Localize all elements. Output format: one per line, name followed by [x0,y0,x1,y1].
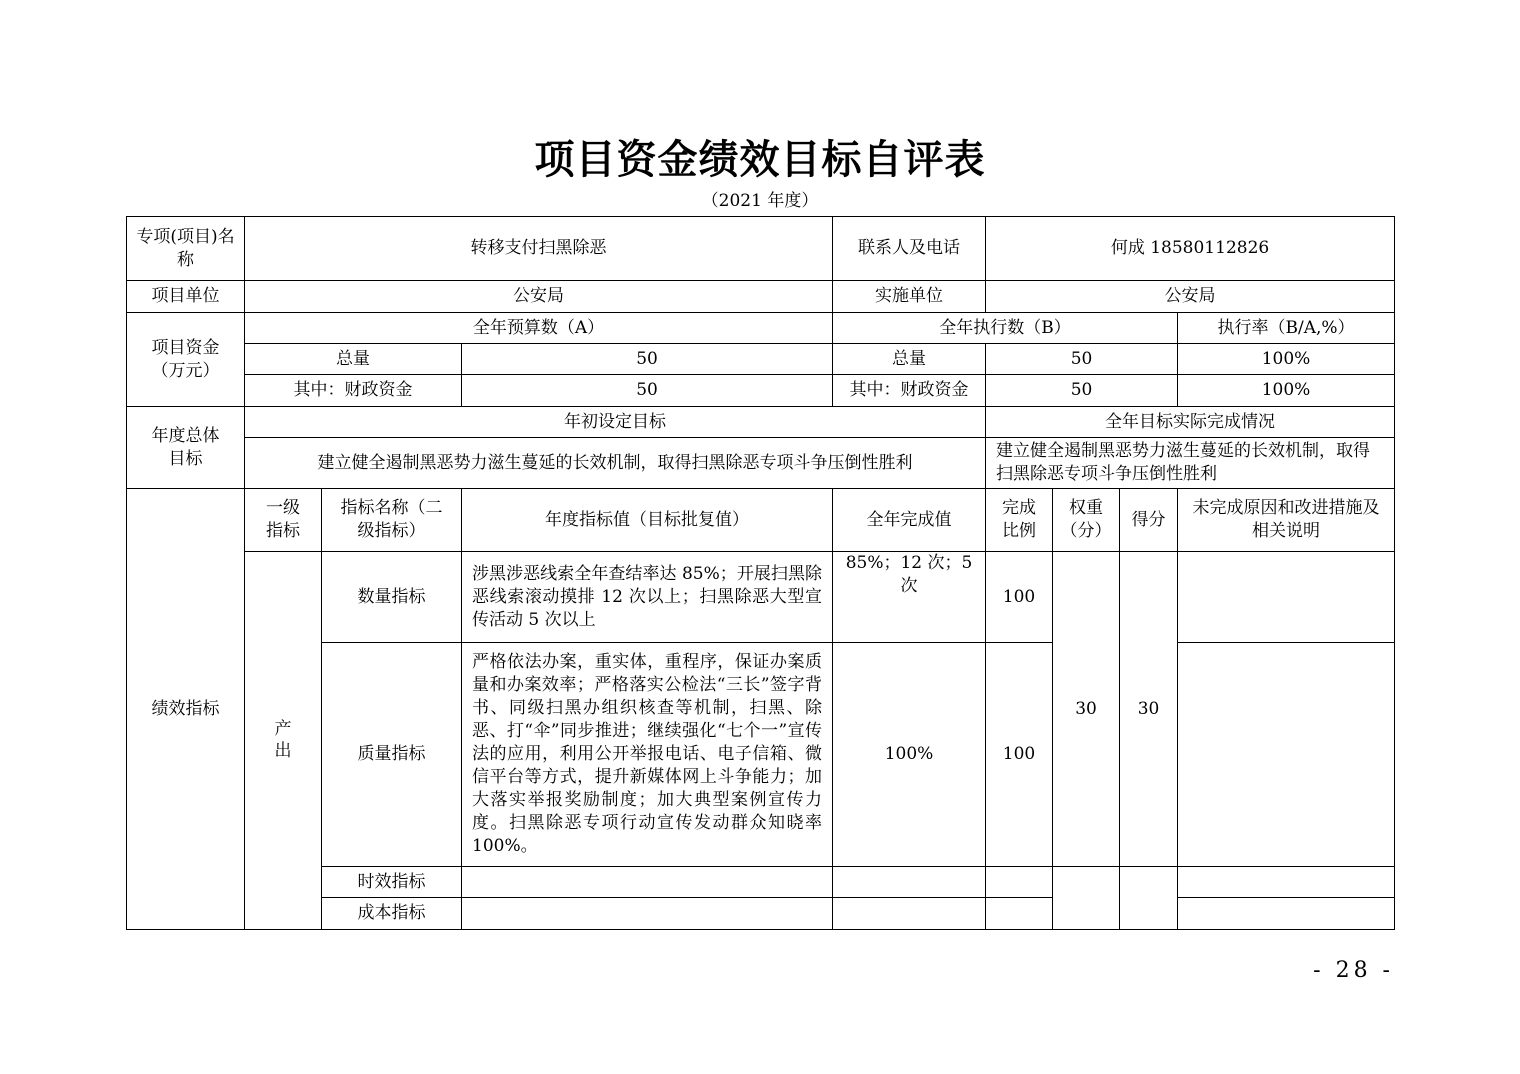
indicator-note [1178,867,1395,898]
table-row [127,489,1395,552]
goal-actual-header: 全年目标实际完成情况 [986,407,1395,438]
goal-label: 年度总体目标 [127,407,245,489]
table-row [127,407,1395,438]
page-number: - 28 - [1313,958,1394,983]
indicator-name: 数量指标 [322,552,462,643]
indicator-ratio: 100 [986,643,1053,867]
goal-set: 建立健全遏制黑恶势力滋生蔓延的长效机制，取得扫黑除恶专项斗争压倒性胜利 [245,438,986,489]
header-level1: 一级指标 [245,489,322,552]
funds-label: 项目资金（万元） [127,313,245,407]
page-title: 项目资金绩效目标自评表 [534,136,986,183]
indicator-actual: 100% [833,643,986,867]
goal-set-header: 年初设定目标 [245,407,986,438]
indicator-ratio [986,898,1053,930]
rate-header: 执行率（B/A,%） [1178,313,1395,344]
weight-empty [1053,867,1120,930]
perf-label: 绩效指标 [127,489,245,930]
indicator-name: 成本指标 [322,898,462,930]
exec-fiscal-label: 其中：财政资金 [833,375,986,407]
table-row [127,375,1395,407]
budget-fiscal: 50 [462,375,833,407]
indicator-note [1178,643,1395,867]
indicator-target: 涉黑涉恶线索全年查结率达 85%；开展扫黑除恶线索滚动摸排 12 次以上；扫黑除恶大型宣传活动 5 次以上 [462,552,833,643]
exec-header: 全年执行数（B） [833,313,1178,344]
header-target: 年度指标值（目标批复值） [462,489,833,552]
exec-total-label: 总量 [833,344,986,375]
indicator-target [462,898,833,930]
weight-value: 30 [1053,552,1120,867]
table-row [127,217,1395,281]
evaluation-table [126,216,1395,930]
contact-value: 何成 18580112826 [986,217,1395,281]
header-ratio: 完成比例 [986,489,1053,552]
project-unit-label: 项目单位 [127,281,245,313]
table-row [127,281,1395,313]
budget-total: 50 [462,344,833,375]
table-row [127,344,1395,375]
header-weight: 权重（分） [1053,489,1120,552]
header-score: 得分 [1120,489,1178,552]
indicator-actual: 85%；12 次；5 次 [833,552,986,643]
project-unit: 公安局 [245,281,833,313]
impl-unit: 公安局 [986,281,1395,313]
header-actual: 全年完成值 [833,489,986,552]
level1-output: 产出 [245,552,322,930]
indicator-target [462,867,833,898]
exec-fiscal: 50 [986,375,1178,407]
indicator-actual [833,867,986,898]
indicator-actual [833,898,986,930]
indicator-name: 质量指标 [322,643,462,867]
table-row [127,313,1395,344]
rate-fiscal: 100% [1178,375,1395,407]
indicator-ratio [986,867,1053,898]
contact-label: 联系人及电话 [833,217,986,281]
header-note: 未完成原因和改进措施及相关说明 [1178,489,1395,552]
indicator-note [1178,898,1395,930]
budget-fiscal-label: 其中：财政资金 [245,375,462,407]
indicator-ratio: 100 [986,552,1053,643]
page-subtitle: （2021 年度） [701,191,819,211]
project-name: 转移支付扫黑除恶 [245,217,833,281]
header-name: 指标名称（二级指标） [322,489,462,552]
table-row [127,438,1395,489]
goal-actual: 建立健全遏制黑恶势力滋生蔓延的长效机制，取得扫黑除恶专项斗争压倒性胜利 [986,438,1395,489]
budget-total-label: 总量 [245,344,462,375]
indicator-note [1178,552,1395,643]
table-row [127,552,1395,643]
indicator-name: 时效指标 [322,867,462,898]
score-empty [1120,867,1178,930]
project-name-label: 专项(项目)名称 [127,217,245,281]
impl-unit-label: 实施单位 [833,281,986,313]
score-value: 30 [1120,552,1178,867]
budget-header: 全年预算数（A） [245,313,833,344]
exec-total: 50 [986,344,1178,375]
rate-total: 100% [1178,344,1395,375]
indicator-target: 严格依法办案，重实体，重程序，保证办案质量和办案效率；严格落实公检法“三长”签字背书、同级扫黑办组织核查等机制，扫黑、除恶、打“伞”同步推进；继续强化“七个一”宣传法的应用，利用公开举报电话、电子信箱、微信平台等方式，提升新媒体网上斗争能力；加大落实举报奖励制度；加大典型案例宣传力度。扫黑除恶专项行动宣传发动群众知晓率 100%。 [462,643,833,867]
